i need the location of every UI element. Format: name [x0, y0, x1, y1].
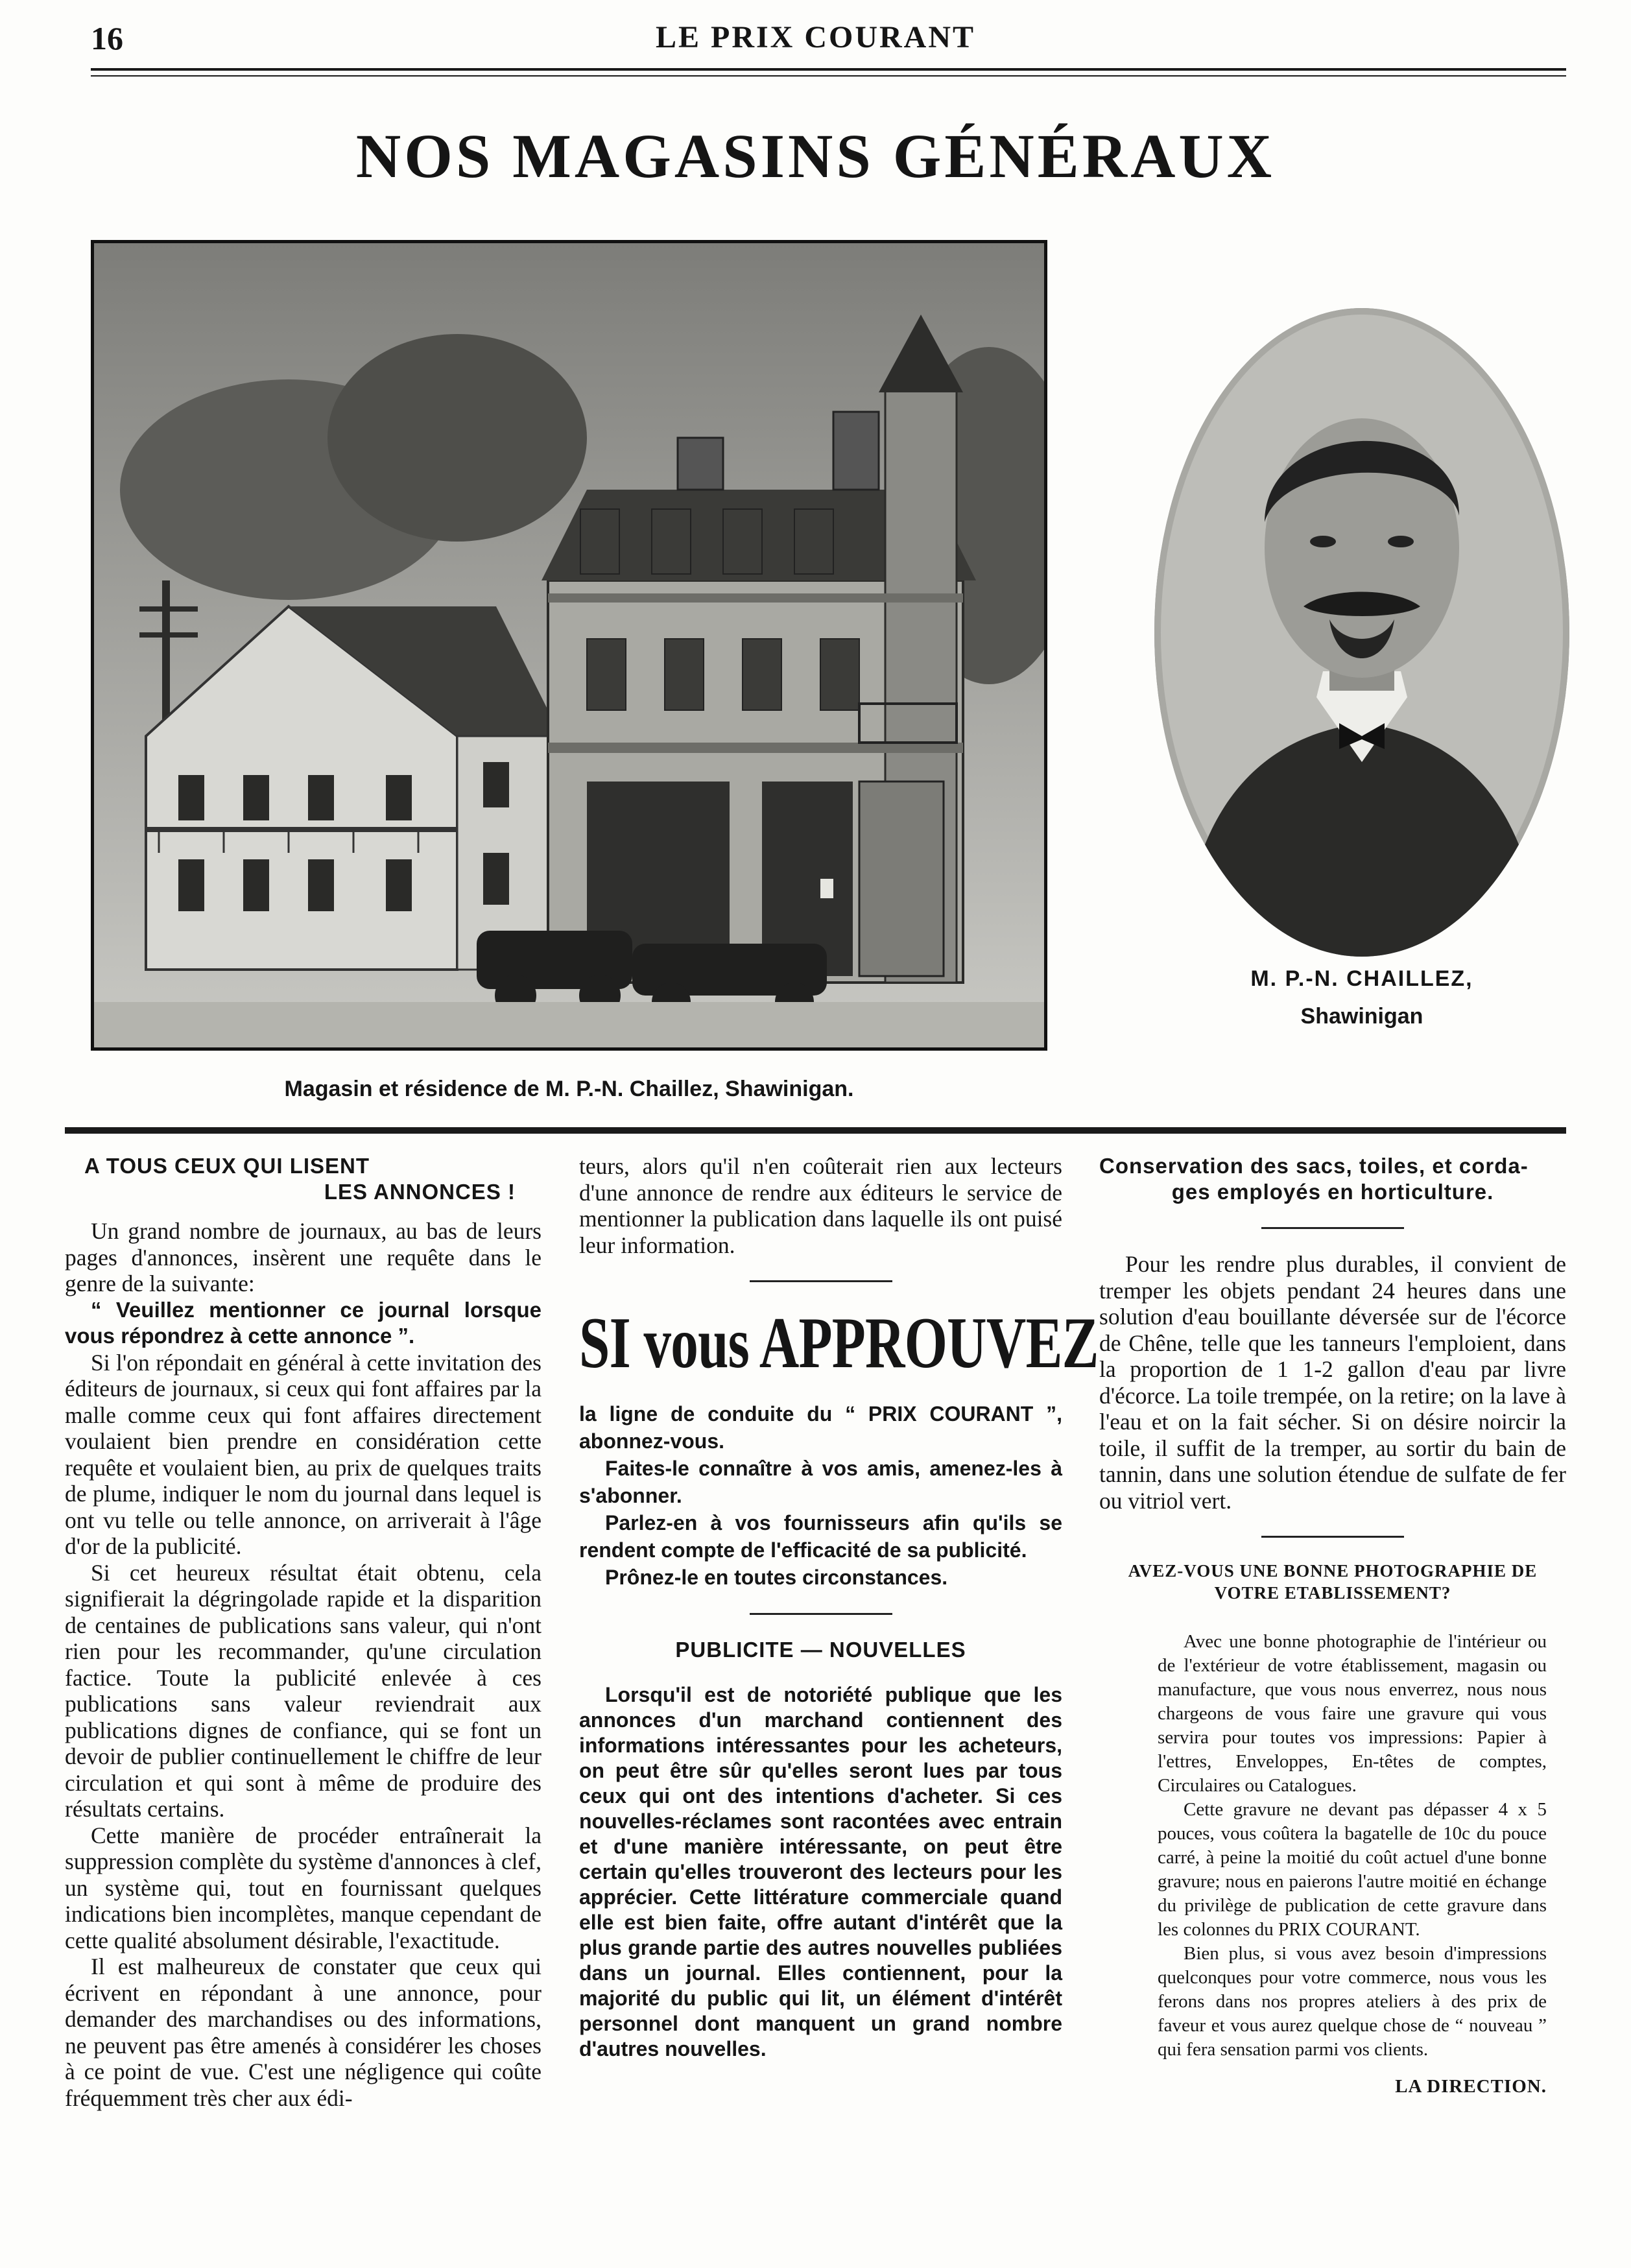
article-paragraph: Lorsqu'il est de notoriété publique que les annonces d'un marchand contiennent des informations intéressantes pour les acheteurs, on peut être sûr qu'elles seront lues par tous ceux qui ont des intentions d'acheter. Si ces nouvelles-réclames sont racontées avec entrain et d'une manière intéressante, on peut être certain qu'elles trouveront des lecteurs pour les apprécier. Cette littérature commerciale quand elle est bien faite, offre autant d'intérêt que la plus grande partie des autres nouvelles publiées dans un journal. Elles contiennent, pour la majorité du public qui lit, un élément d'intérêt personnel dont manquent un grand nombre d'autres nouvelles. [579, 1683, 1062, 2060]
article-paragraph: Si cet heureux résultat était obtenu, cela signifierait la dégringolade rapide et la disparition de centaines de publications sans valeur, qui n'ont rien pour les recommander, qu'une circulation factice. Toute la publicité enlevée à ces publications sans valeur reviendrait aux publications dignes de confiance, qui se font un devoir de publier continuellement le chiffre de leur circulation et qui sont à même de produire des résultats certains. [65, 1559, 542, 1822]
article-heading-line1: A TOUS CEUX QUI LISENT [84, 1154, 370, 1178]
page-title: NOS MAGASINS GÉNÉRAUX [355, 121, 1276, 191]
page-number: 16 [91, 20, 123, 56]
store-photograph [91, 240, 1047, 1051]
article-heading-line1: Conservation des sacs, toiles, et corda- [1099, 1154, 1529, 1178]
short-rule [1261, 1227, 1404, 1229]
short-rule [1261, 1536, 1404, 1538]
article-heading: PUBLICITE — NOUVELLES [675, 1638, 966, 1662]
subscribe-text: Prônez-le en toutes circonstances. [605, 1566, 948, 1589]
section-divider [65, 1127, 1566, 1134]
header-rule [91, 68, 1566, 71]
column-2 [579, 1153, 1099, 2062]
offer-paragraph: Cette gravure ne devant pas dépasser 4 x 5 pouces, vous coûtera la bagatelle de 10c du pouce carré, à peine la moitié du coût actuel d'une bonne gravure; nous en paierons l'autre moitié en échange du privilège de publication de cette gravure dans les colonnes du PRIX COURANT. [1158, 1799, 1547, 1940]
column-3 [1099, 1153, 1566, 2099]
article-paragraph: Cette manière de procéder entraînerait la suppression complète du système d'annonces à clef, un système qui, tout en fournissant quelques indications bien incomplètes, manque cependant de cette qualité absolument désirable, l'exactitude. [65, 1822, 542, 1953]
short-rule [750, 1280, 892, 1282]
article-paragraph: Il est malheureux de constater que ceux qui écrivent en répondant à une annonce, pour demander des marchandises ou des informations, ne peuvent pas être amenés à considérer les choses à ce point de vue. C'est une négligence qui coûte fréquemment très cher aux édi- [65, 1953, 542, 2111]
article-paragraph: teurs, alors qu'il n'en coûterait rien aux lecteurs d'une annonce de rendre aux éditeurs le service de mentionner la publication dans laquelle ils ont puisé leur information. [579, 1153, 1062, 1258]
photo-offer-body [1099, 1630, 1566, 2099]
article-paragraph: Pour les rendre plus durables, il convient de tremper les objets pendant 24 heures dans une solution d'eau bouillante déversée sur de l'écorce de Chêne, telle que les tanneurs l'emploient, dans la proportion de 1 1-2 gallon d'eau par livre d'écorce. La toile trempée, on la retire; on la lave à l'eau et on la fait sécher. Si on désire noircir la toile, il suffit de la tremper, au sortir du bain de tannin, dans une solution étendue de sulfate de fer ou vitriol vert. [1099, 1251, 1566, 1514]
column-1 [65, 1153, 542, 2111]
running-head: LE PRIX COURANT [655, 20, 976, 54]
subscribe-title: SI vous APPROUVEZ [579, 1303, 1099, 1383]
subscribe-text: Parlez-en à vos fournisseurs afin qu'ils se rendent compte de l'efficacité de sa publicité. [579, 1511, 1062, 1562]
article-heading-line2: ges employés en horticulture. [1171, 1180, 1494, 1204]
header-rule-thin [91, 75, 1566, 77]
short-rule [750, 1613, 892, 1615]
subscribe-text: la ligne de conduite du “ PRIX COURANT ”, abonnez-vous. [579, 1402, 1062, 1453]
article-paragraph: Si l'on répondait en général à cette invitation des éditeurs de journaux, si ceux qui font affaires par la malle comme ceux qui font affaires directement voulaient bien prendre en considération cette requête et voulaient bien, au prix de quelques traits de plume, indiquer le nom du journal dans lequel is ont vu telle ou telle annonce, on arriverait à l'âge d'or de la publicité. [65, 1349, 542, 1559]
portrait-caption-name: M. P.-N. CHAILLEZ, [1250, 966, 1473, 991]
offer-paragraph: Bien plus, si vous avez besoin d'impressions quelconques pour votre commerce, nous vous les ferons dans nos propres ateliers à des prix de faveur et vous aurez quelque chose de “ nouveau ” qui fera sensation parmi vos clients. [1158, 1943, 1547, 2060]
article-quote: “ Veuillez mentionner ce journal lorsque vous répondrez à cette annonce ”. [65, 1297, 542, 1348]
store-photo-caption: Magasin et résidence de M. P.-N. Chaillez, Shawinigan. [284, 1077, 854, 1101]
portrait-photograph [1154, 308, 1569, 957]
article-heading-line2: LES ANNONCES ! [324, 1180, 516, 1204]
portrait-caption-place: Shawinigan [1300, 1004, 1423, 1029]
signature: LA DIRECTION. [1395, 2076, 1547, 2097]
offer-paragraph: Avec une bonne photographie de l'intérieur ou de l'extérieur de votre établissement, magasin ou manufacture, que vous nous enverrez, nous nous chargeons de vous faire une gravure qui vous servira pour toutes vos impressions: Papier à l'ettres, Enveloppes, En-têtes de comptes, Circulaires ou Catalogues. [1158, 1631, 1547, 1796]
store-photograph-image [94, 243, 1044, 1047]
photo-offer-heading: AVEZ-VOUS UNE BONNE PHOTOGRAPHIE DE VOTRE ETABLISSEMENT? [1128, 1561, 1538, 1603]
portrait-image [1154, 308, 1569, 957]
article-paragraph: Un grand nombre de journaux, au bas de leurs pages d'annonces, insèrent une requête dans le genre de la suivante: [65, 1218, 542, 1296]
subscribe-text: Faites-le connaître à vos amis, amenez-les à s'abonner. [579, 1457, 1062, 1507]
